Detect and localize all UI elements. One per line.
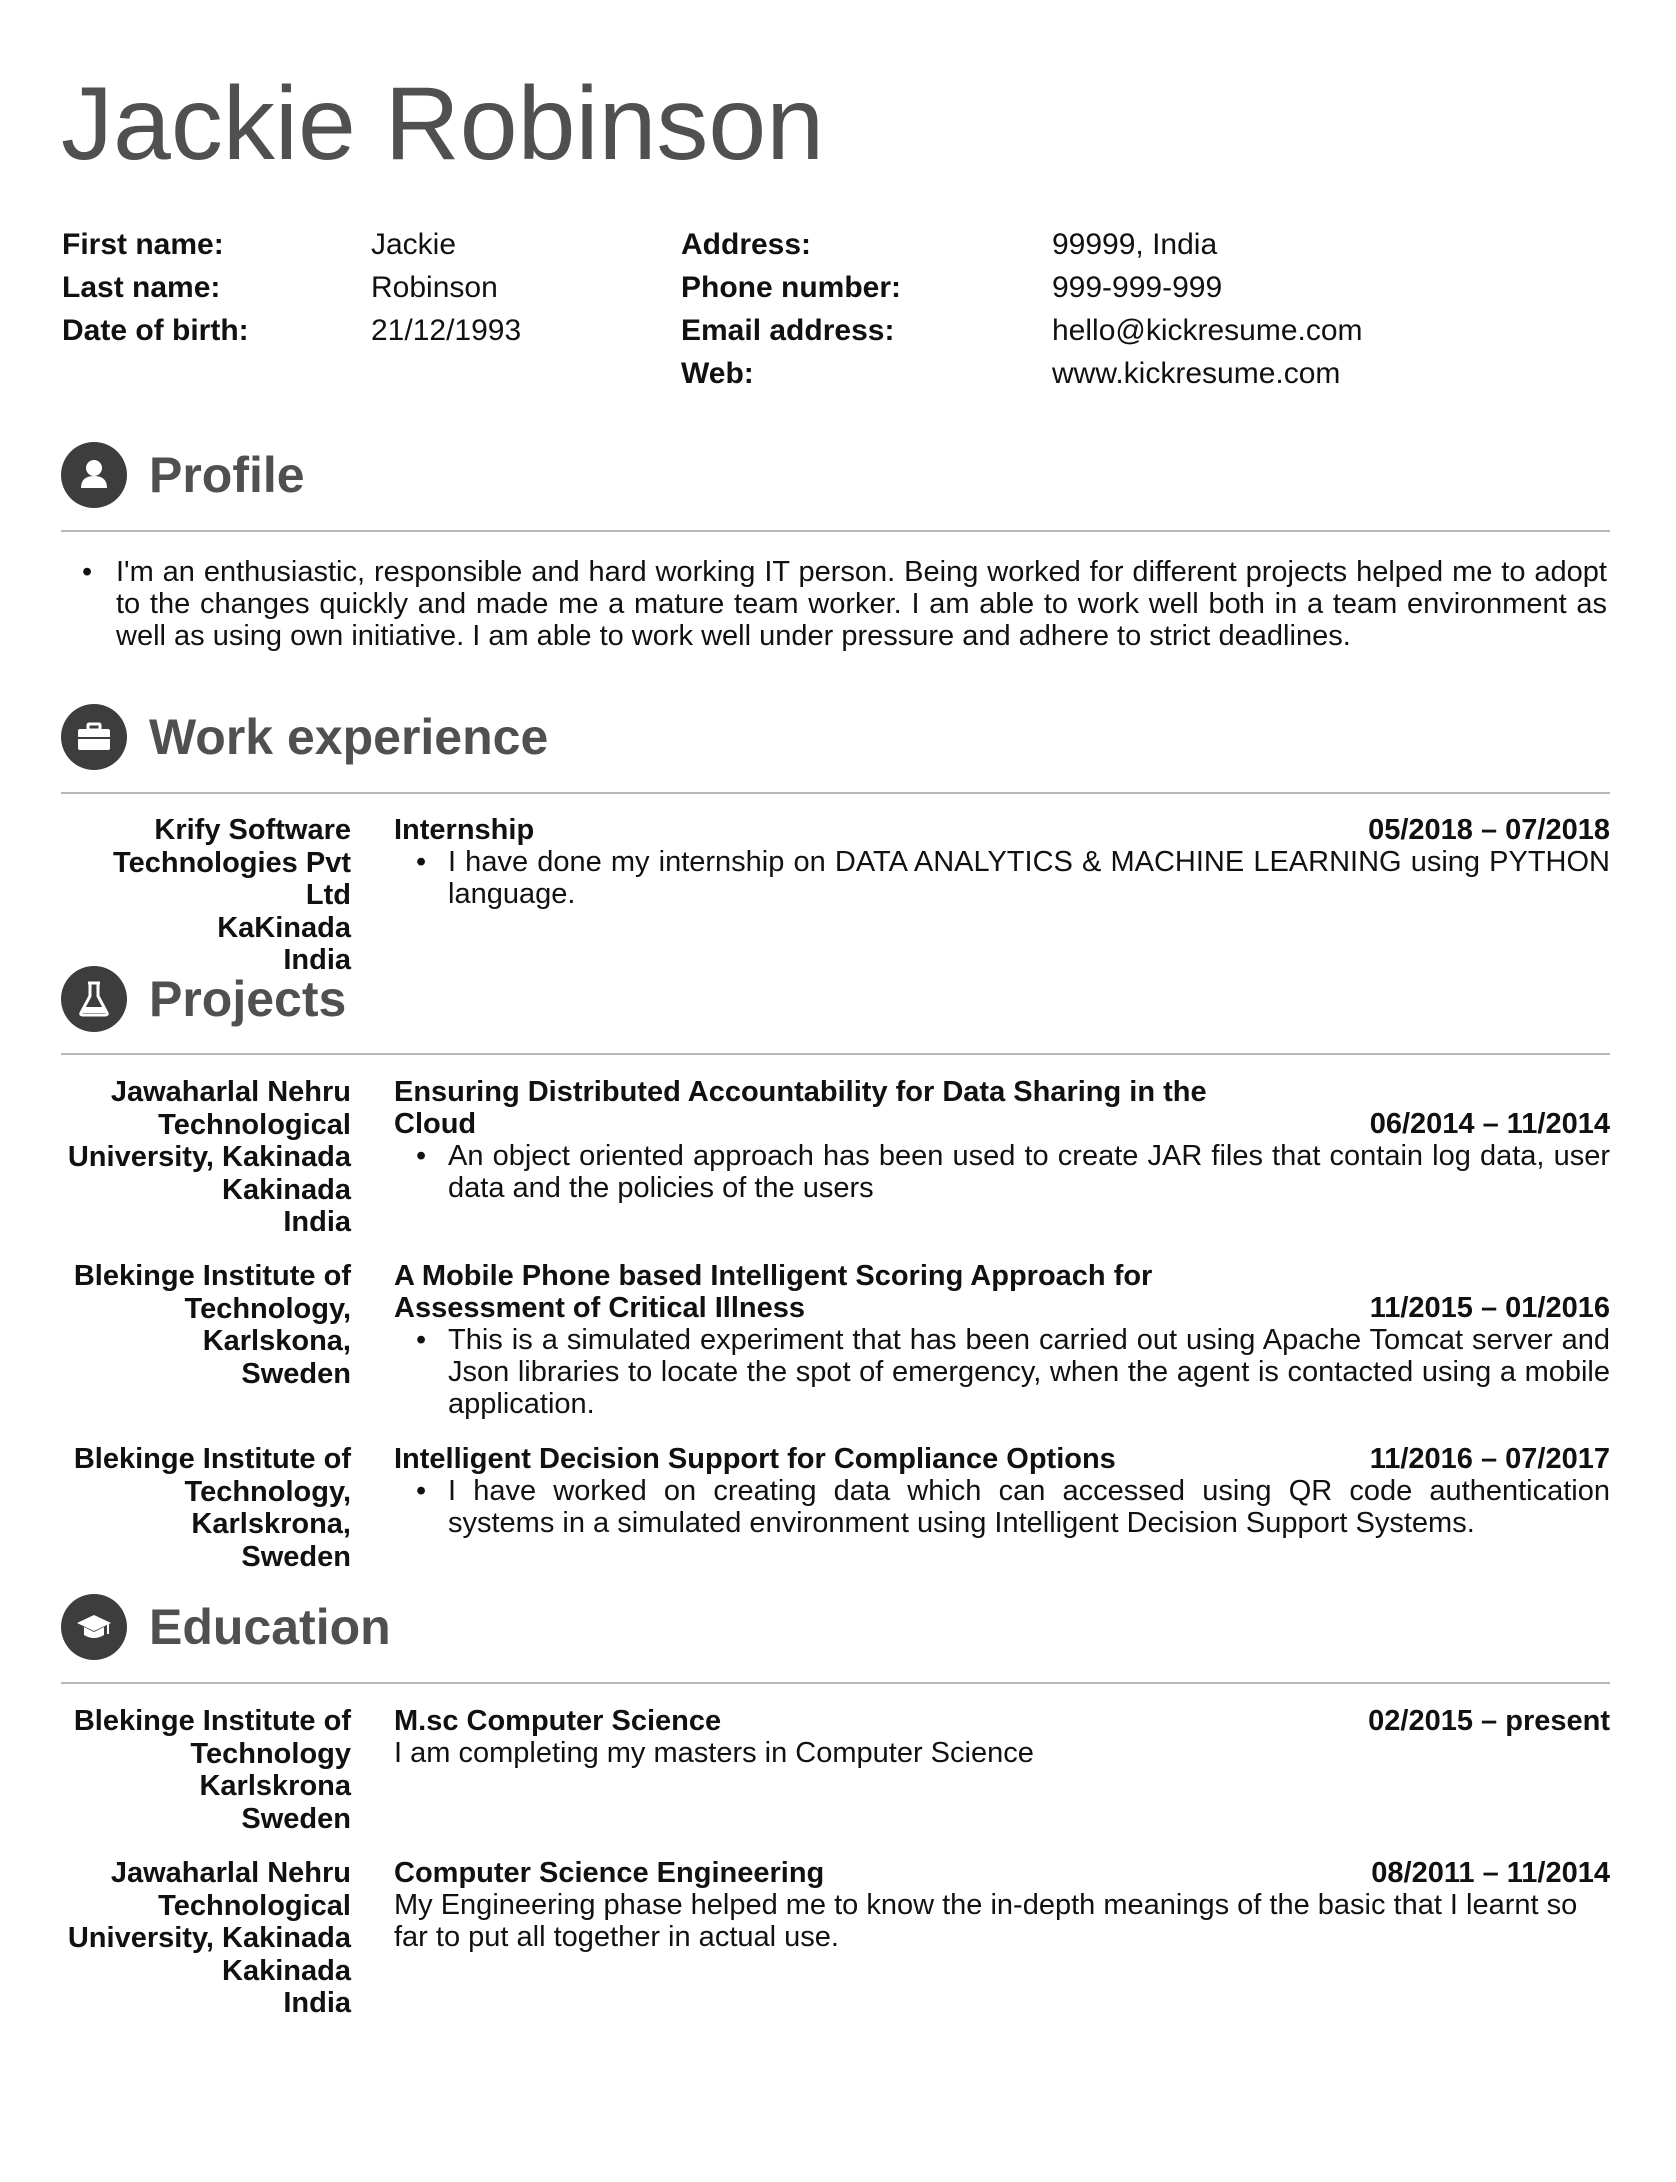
entry-date: 02/2015 – present — [1368, 1705, 1610, 1737]
info-label: Address: — [681, 228, 812, 261]
bullet-dot: • — [416, 1475, 427, 1507]
section-title: Education — [149, 1599, 391, 1655]
info-label: Last name: — [62, 271, 221, 304]
info-row-last-name — [62, 266, 498, 309]
info-row-dob — [62, 309, 522, 352]
info-value: Jackie — [371, 228, 457, 261]
org-line: Technological — [158, 1108, 351, 1141]
section-title: Work experience — [149, 709, 549, 765]
info-value: Robinson — [371, 271, 498, 304]
entry-organization — [61, 1705, 351, 1835]
org-line: Jawaharlal Nehru — [110, 1076, 351, 1108]
entry-date: 06/2014 – 11/2014 — [1369, 1108, 1610, 1140]
entry-title: Computer Science Engineering — [394, 1857, 825, 1889]
info-row-email — [681, 309, 1363, 352]
org-line: University, Kakinada — [67, 1141, 351, 1173]
section-divider — [61, 792, 1610, 794]
info-row-web — [681, 352, 1341, 395]
entry-organization — [61, 814, 351, 977]
entry-organization — [61, 1260, 351, 1390]
section-title: Profile — [149, 447, 305, 503]
section-divider — [61, 530, 1610, 532]
entry-description: My Engineering phase helped me to know the in-depth meanings of the basic that I learnt so far to put all together in actual use. — [394, 1889, 1578, 1953]
candidate-name: Jackie Robinson — [61, 66, 825, 182]
org-line: Technologies Pvt Ltd — [113, 846, 351, 911]
briefcase-icon — [61, 704, 127, 770]
org-line: Krify Software — [154, 814, 351, 846]
info-label: Web: — [681, 357, 754, 390]
entry-title: Intelligent Decision Support for Compliance Options — [394, 1443, 1116, 1475]
org-line: Karlskrona — [199, 1770, 351, 1802]
info-label: Date of birth: — [62, 314, 249, 347]
user-icon — [61, 442, 127, 508]
info-label: Phone number: — [681, 271, 902, 304]
entry-date: 08/2011 – 11/2014 — [1371, 1857, 1610, 1889]
info-label: First name: — [62, 228, 224, 261]
personal-info-right — [681, 223, 1363, 395]
info-value: 999-999-999 — [1052, 271, 1223, 304]
org-line: Sweden — [241, 1540, 351, 1573]
org-line: KaKinada — [217, 911, 351, 944]
org-line: Sweden — [241, 1802, 351, 1835]
graduation-cap-icon — [61, 1594, 127, 1660]
bullet-dot: • — [82, 556, 93, 588]
org-line: Technology, — [184, 1475, 351, 1508]
org-line: Kakinada — [222, 1954, 351, 1987]
info-value[interactable]: hello@kickresume.com — [1052, 314, 1363, 347]
flask-icon — [61, 966, 127, 1032]
entry-date: 05/2018 – 07/2018 — [1368, 814, 1610, 846]
entry-organization — [61, 1443, 351, 1573]
org-line: Blekinge Institute of — [73, 1443, 351, 1475]
personal-info-left — [62, 223, 522, 352]
org-line: Blekinge Institute of — [73, 1705, 351, 1737]
entry-description: An object oriented approach has been used to create JAR files that contain log data, user data and the policies of the users — [448, 1140, 1610, 1204]
entry-title: Internship — [394, 814, 535, 846]
org-line: India — [283, 944, 351, 976]
info-value: 21/12/1993 — [371, 314, 522, 347]
profile-text: I'm an enthusiastic, responsible and hard working IT person. Being worked for different projects helped me to adopt to the changes quickly and made me a mature team worker. I am able to work well both in a team environment as well as using own initiative. I am able to work well under pressure and adhere to strict deadlines. — [116, 556, 1607, 652]
bullet-dot: • — [416, 1140, 427, 1172]
entry-organization — [61, 1076, 351, 1239]
org-line: Karlskrona, — [191, 1508, 351, 1540]
info-row-first-name — [62, 223, 457, 266]
entry-organization — [61, 1857, 351, 2020]
info-value: 99999, India — [1052, 228, 1218, 261]
org-line: India — [283, 1987, 351, 2019]
org-line: Karlskona, — [202, 1325, 351, 1357]
entry-title: M.sc Computer Science — [394, 1705, 722, 1737]
entry-date: 11/2015 – 01/2016 — [1369, 1292, 1610, 1324]
info-value[interactable]: www.kickresume.com — [1052, 357, 1341, 390]
org-line: Technological — [158, 1889, 351, 1922]
org-line: Kakinada — [222, 1173, 351, 1206]
section-divider — [61, 1053, 1610, 1055]
section-divider — [61, 1682, 1610, 1684]
org-line: Technology — [190, 1737, 351, 1770]
org-line: Technology, — [184, 1292, 351, 1325]
entry-title: Ensuring Distributed Accountability for Data Sharing in the Cloud — [394, 1076, 1207, 1140]
bullet-dot: • — [416, 1324, 427, 1356]
entry-date: 11/2016 – 07/2017 — [1369, 1443, 1610, 1475]
entry-description: This is a simulated experiment that has been carried out using Apache Tomcat server and Json libraries to locate the spot of emergency, when the agent is contacted using a mobile application. — [448, 1324, 1610, 1420]
info-row-address — [681, 223, 1218, 266]
section-title: Projects — [149, 971, 347, 1027]
org-line: Blekinge Institute of — [73, 1260, 351, 1292]
entry-description: I have worked on creating data which can accessed using QR code authentication systems in a simulated environment using Intelligent Decision Support Systems. — [448, 1475, 1610, 1539]
entry-description: I have done my internship on DATA ANALYTICS & MACHINE LEARNING using PYTHON language. — [448, 846, 1610, 910]
info-label: Email address: — [681, 314, 895, 347]
entry-title: A Mobile Phone based Intelligent Scoring Approach for Assessment of Critical Illness — [394, 1260, 1153, 1324]
bullet-dot: • — [416, 846, 427, 878]
org-line: University, Kakinada — [67, 1922, 351, 1954]
org-line: Jawaharlal Nehru — [110, 1857, 351, 1889]
org-line: India — [283, 1206, 351, 1238]
org-line: Sweden — [241, 1357, 351, 1390]
info-row-phone — [681, 266, 1223, 309]
entry-description: I am completing my masters in Computer Science — [394, 1737, 1034, 1769]
